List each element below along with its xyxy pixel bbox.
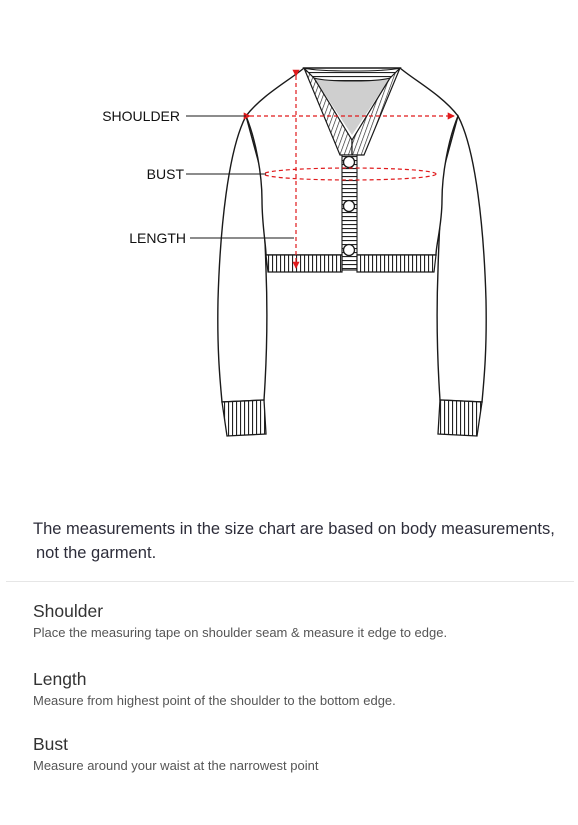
hem-band [266, 255, 342, 272]
button-1 [344, 157, 355, 168]
note-line-2: not the garment. [36, 544, 157, 562]
hem-band-right [357, 255, 436, 272]
button-3 [344, 245, 355, 256]
length-instruction [33, 668, 396, 710]
bust-instruction [33, 733, 318, 775]
shoulder-desc: Place the measuring tape on shoulder seam & measure it edge to edge. [33, 625, 448, 640]
length-desc: Measure from highest point of the shoulder to the bottom edge. [33, 693, 396, 708]
bust-desc: Measure around your waist at the narrowest point [33, 758, 319, 773]
length-label: LENGTH [129, 230, 186, 246]
shoulder-label: SHOULDER [102, 108, 180, 124]
length-title: Length [33, 669, 87, 689]
measurement-note [33, 517, 563, 565]
shoulder-instruction [33, 600, 447, 642]
right-cuff [438, 400, 482, 436]
note-line-1: The measurements in the size chart are based on body measurements, [33, 520, 555, 538]
button-2 [344, 201, 355, 212]
left-cuff [222, 400, 266, 436]
bust-label: BUST [146, 166, 184, 182]
shoulder-title: Shoulder [33, 601, 104, 621]
bust-title: Bust [33, 734, 69, 754]
divider [6, 581, 574, 582]
